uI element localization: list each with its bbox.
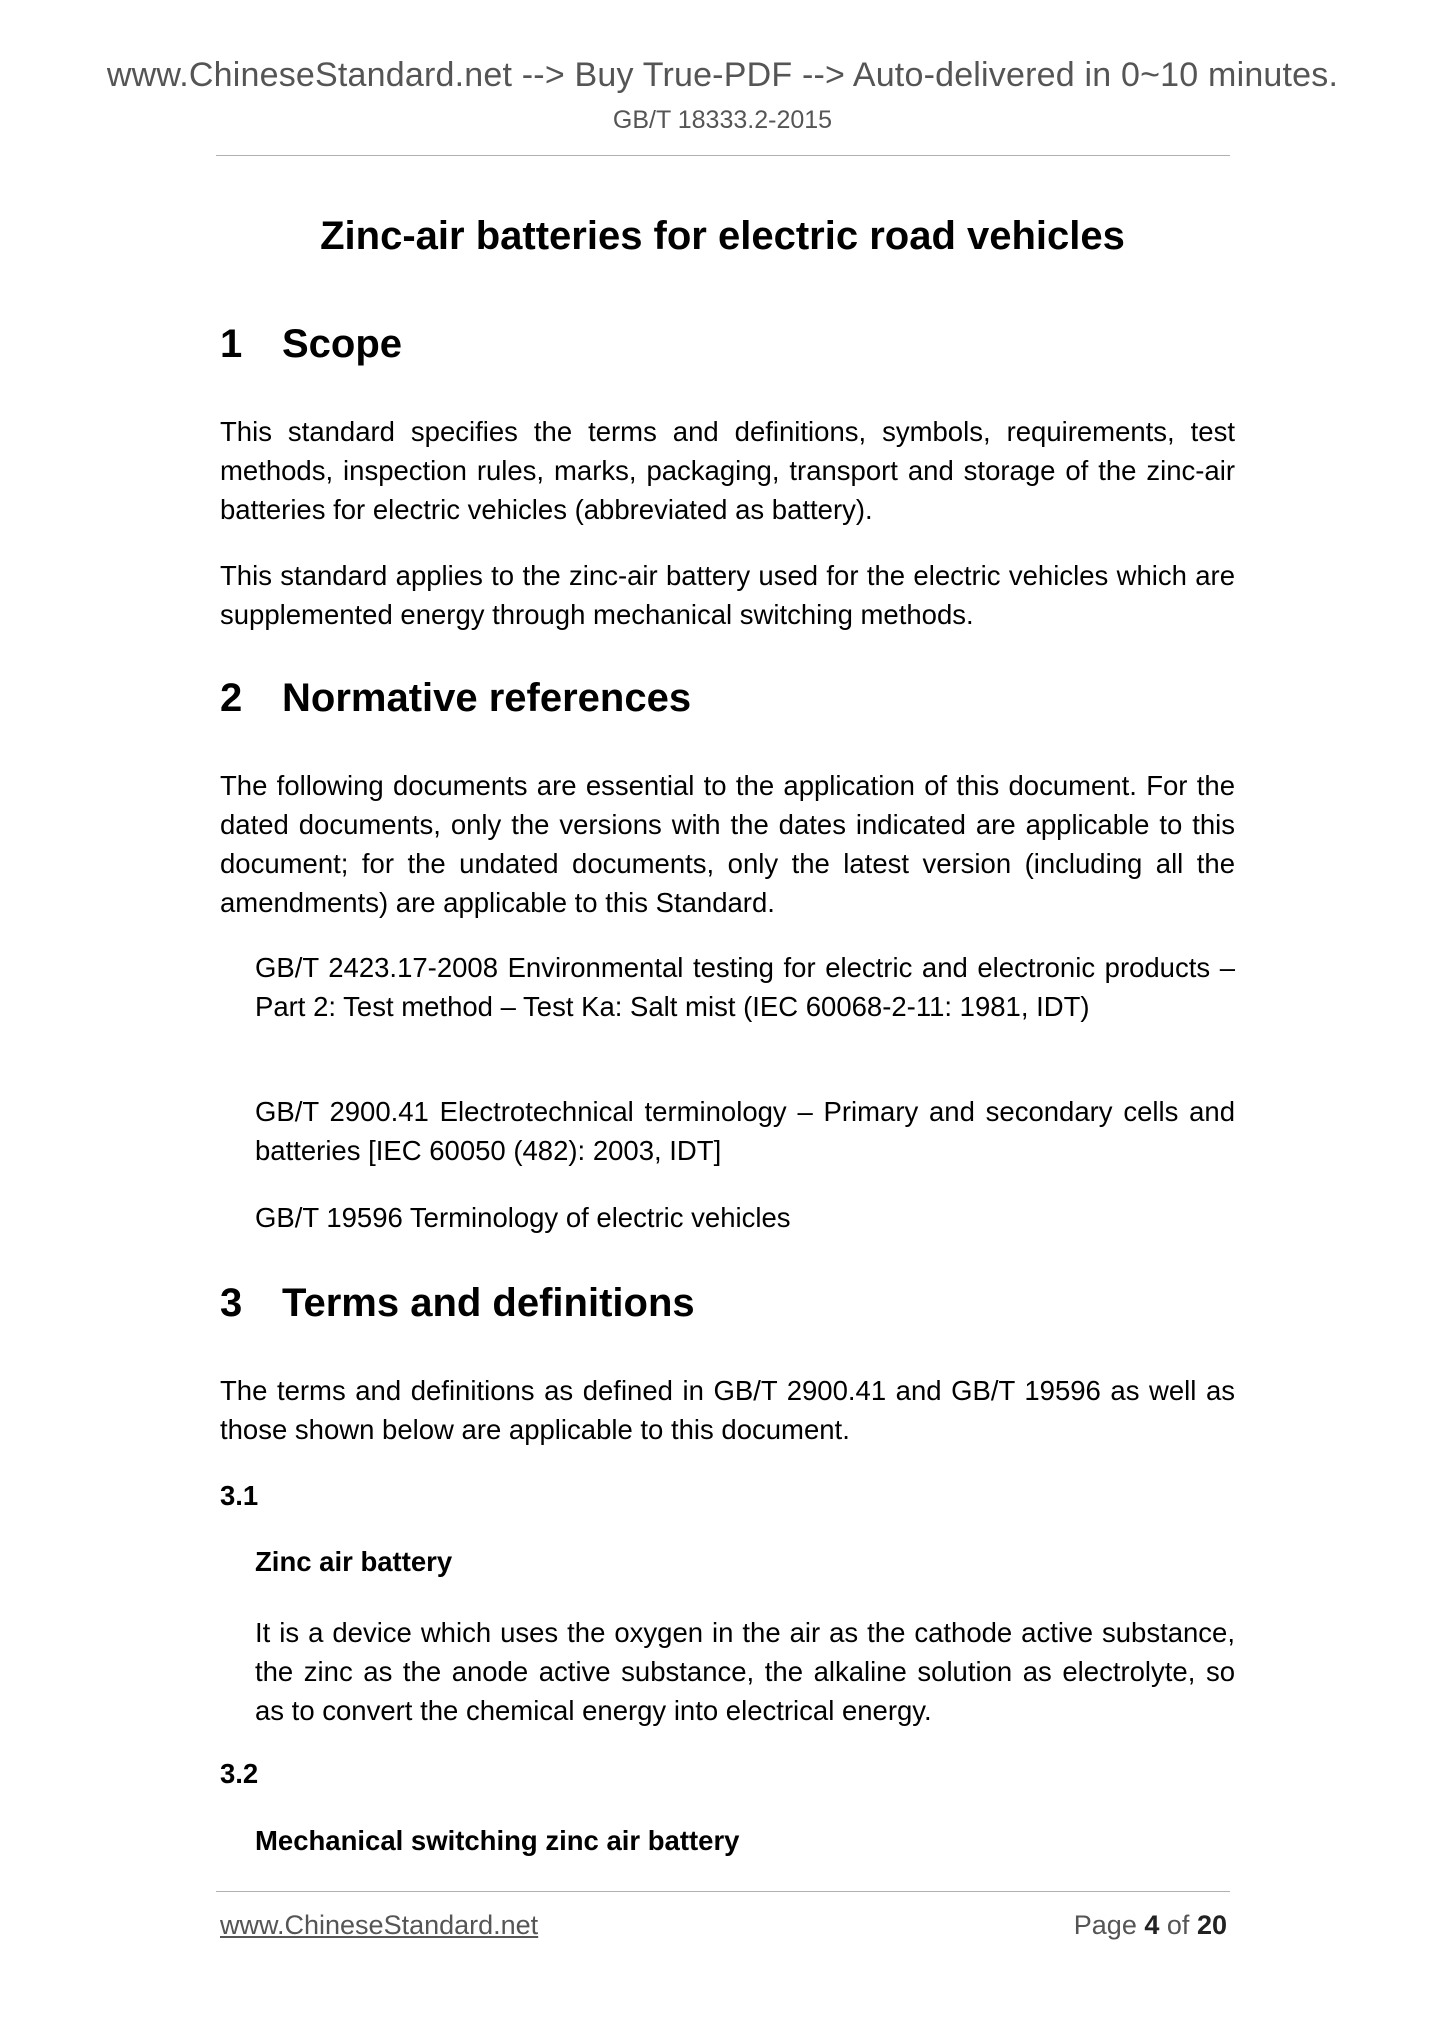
section-heading-scope <box>220 322 402 367</box>
section-title: Normative references <box>282 676 692 720</box>
scope-paragraph-1: This standard specifies the terms and definitions, symbols, requirements, test methods, inspection rules, marks, packaging, transport and storage of the zinc-air batteries for electric vehicles (abbreviated as battery). <box>220 416 1235 525</box>
subclause-number: 3.2 <box>220 1758 259 1789</box>
page-of-label: of <box>1166 1910 1190 1940</box>
terms-intro: The terms and definitions as defined in GB/T 2900.41 and GB/T 19596 as well as those shown below are applicable to this document. <box>220 1375 1235 1445</box>
section-number: 2 <box>220 676 243 720</box>
section-heading-terms-and-definitions <box>220 1281 695 1326</box>
page-current: 4 <box>1144 1910 1160 1940</box>
scope-paragraph-2: This standard applies to the zinc-air battery used for the electric vehicles which are supplemented energy through mechanical switching methods. <box>220 560 1235 630</box>
reference-item: GB/T 19596 Terminology of electric vehicles <box>255 1202 791 1233</box>
document-title: Zinc-air batteries for electric road vehicles <box>320 214 1125 258</box>
section-heading-normative-references <box>220 676 691 721</box>
footer-website-link[interactable]: www.ChineseStandard.net <box>220 1910 539 1940</box>
term-heading: Mechanical switching zinc air battery <box>255 1825 740 1856</box>
header-banner: www.ChineseStandard.net --> Buy True-PDF --> Auto-delivered in 0~10 minutes. <box>106 56 1339 94</box>
term-definition: It is a device which uses the oxygen in the air as the cathode active substance, the zinc as the anode active substance, the alkaline solution as electrolyte, so as to convert the chemical energy into electrical energy. <box>255 1617 1235 1726</box>
page-label: Page <box>1073 1910 1137 1940</box>
page-number <box>1074 1910 1227 1941</box>
reference-item: GB/T 2900.41 Electrotechnical terminology – Primary and secondary cells and batteries [IEC 60050 (482): 2003, IDT] <box>255 1096 1235 1166</box>
header-standard-number: GB/T 18333.2-2015 <box>612 106 833 134</box>
section-number: 1 <box>220 322 243 366</box>
header-divider <box>216 155 1230 156</box>
section-title: Scope <box>282 322 403 366</box>
term-heading: Zinc air battery <box>255 1546 453 1577</box>
footer-divider <box>216 1891 1230 1892</box>
section-title: Terms and definitions <box>282 1281 695 1325</box>
section-number: 3 <box>220 1281 243 1325</box>
reference-item: GB/T 2423.17-2008 Environmental testing for electric and electronic products – Part 2: Test method – Test Ka: Salt mist (IEC 60068-2-11: 1981, IDT) <box>255 952 1235 1022</box>
normative-references-intro: The following documents are essential to the application of this document. For the dated documents, only the versions with the dates indicated are applicable to this document; for the undated documents, only the latest version (including all the amendments) are applicable to this Standard. <box>220 770 1235 918</box>
subclause-number: 3.1 <box>220 1480 259 1511</box>
page-total: 20 <box>1196 1910 1227 1940</box>
